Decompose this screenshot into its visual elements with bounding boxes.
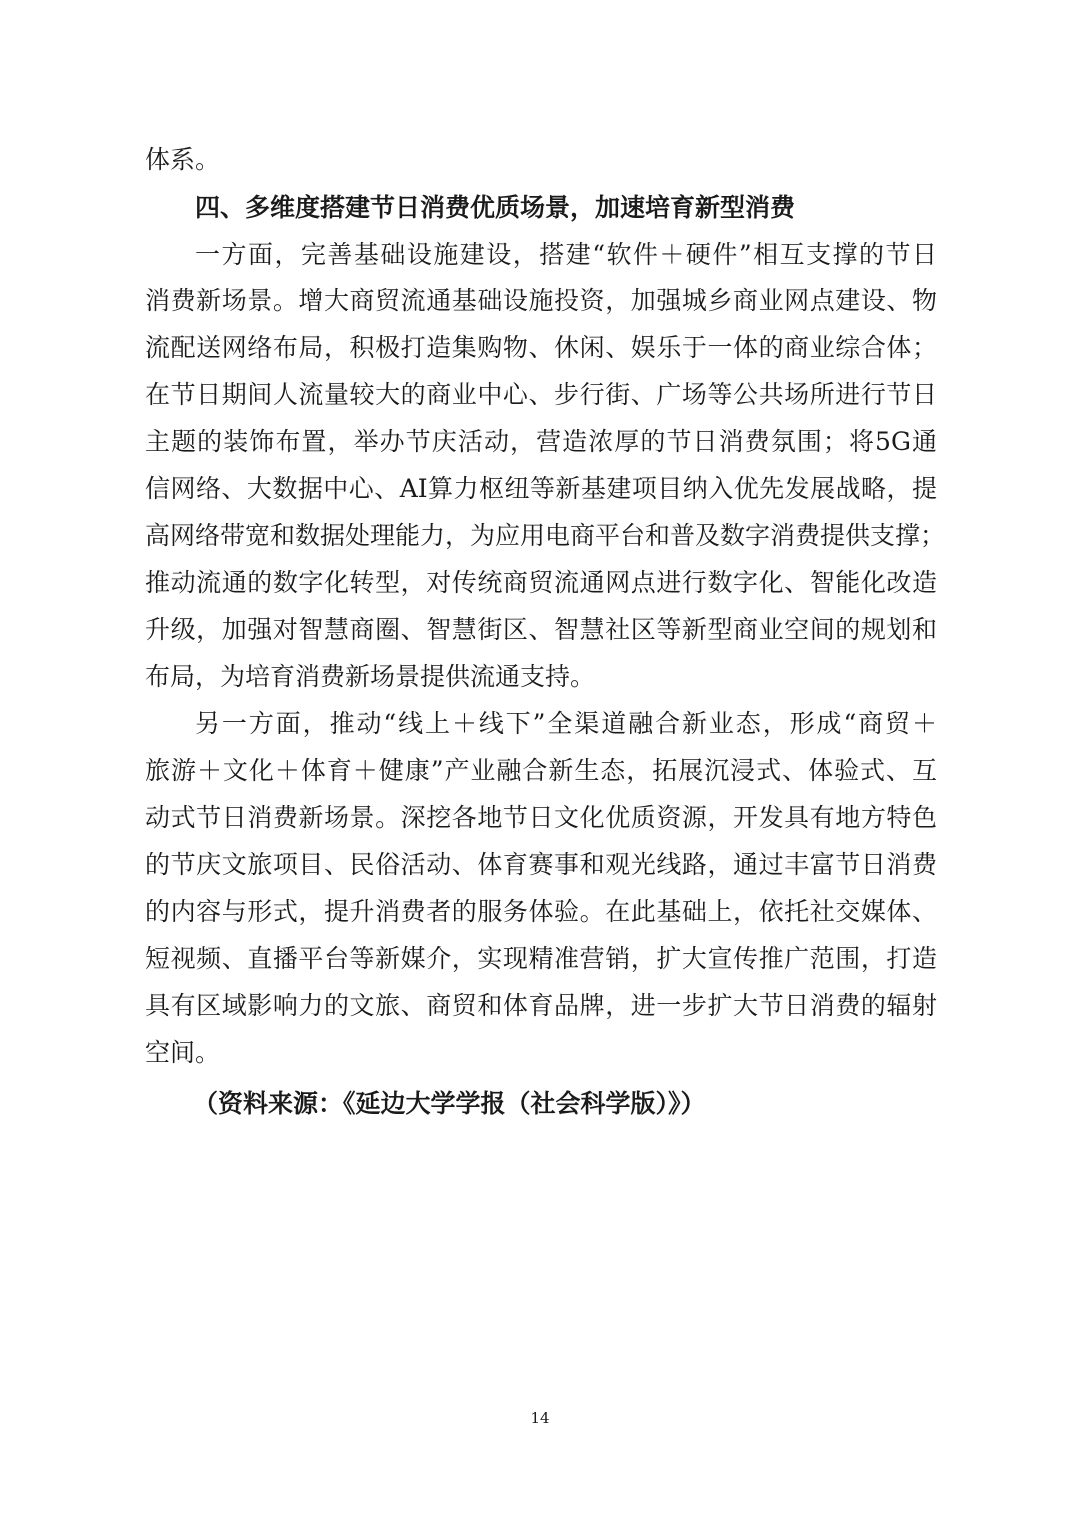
page-number: 14 <box>530 1409 550 1427</box>
paragraph-line: 一方面，完善基础设施建设，搭建“软件＋硬件”相互支撑的节日 <box>195 240 937 269</box>
source-citation: （资料来源：《延边大学学报（社会科学版）》） <box>193 1089 706 1118</box>
paragraph-line: 消费新场景。增大商贸流通基础设施投资，加强城乡商业网点建设、物 <box>145 286 937 315</box>
paragraph-line: 高网络带宽和数据处理能力，为应用电商平台和普及数字消费提供支撑； <box>145 521 946 550</box>
paragraph-line: 流配送网络布局，积极打造集购物、休闲、娱乐于一体的商业综合体； <box>145 333 937 362</box>
paragraph-line: 升级，加强对智慧商圈、智慧街区、智慧社区等新型商业空间的规划和 <box>145 615 937 644</box>
continuation-text: 体系。 <box>145 145 221 174</box>
paragraph-line: 的节庆文旅项目、民俗活动、体育赛事和观光线路，通过丰富节日消费 <box>145 850 937 879</box>
paragraph-line: 空间。 <box>145 1038 221 1067</box>
paragraph-line: 旅游＋文化＋体育＋健康”产业融合新生态，拓展沉浸式、体验式、互 <box>145 756 937 785</box>
paragraph-line: 的内容与形式，提升消费者的服务体验。在此基础上，依托社交媒体、 <box>145 897 937 926</box>
section-heading: 四、多维度搭建节日消费优质场景，加速培育新型消费 <box>195 193 796 222</box>
paragraph-line: 主题的装饰布置，举办节庆活动，营造浓厚的节日消费氛围；将5G通 <box>145 427 937 456</box>
paragraph-line: 推动流通的数字化转型，对传统商贸流通网点进行数字化、智能化改造 <box>145 568 937 597</box>
paragraph-line: 短视频、直播平台等新媒介，实现精准营销，扩大宣传推广范围，打造 <box>145 944 937 973</box>
paragraph-line: 信网络、大数据中心、AI算力枢纽等新基建项目纳入优先发展战略，提 <box>145 474 937 503</box>
paragraph-line: 另一方面，推动“线上＋线下”全渠道融合新业态，形成“商贸＋ <box>195 709 937 738</box>
paragraph-line: 在节日期间人流量较大的商业中心、步行街、广场等公共场所进行节日 <box>145 380 937 409</box>
paragraph-line: 动式节日消费新场景。深挖各地节日文化优质资源，开发具有地方特色 <box>145 803 937 832</box>
paragraph-line: 布局，为培育消费新场景提供流通支持。 <box>145 662 596 691</box>
paragraph-line: 具有区域影响力的文旅、商贸和体育品牌，进一步扩大节日消费的辐射 <box>145 991 937 1020</box>
